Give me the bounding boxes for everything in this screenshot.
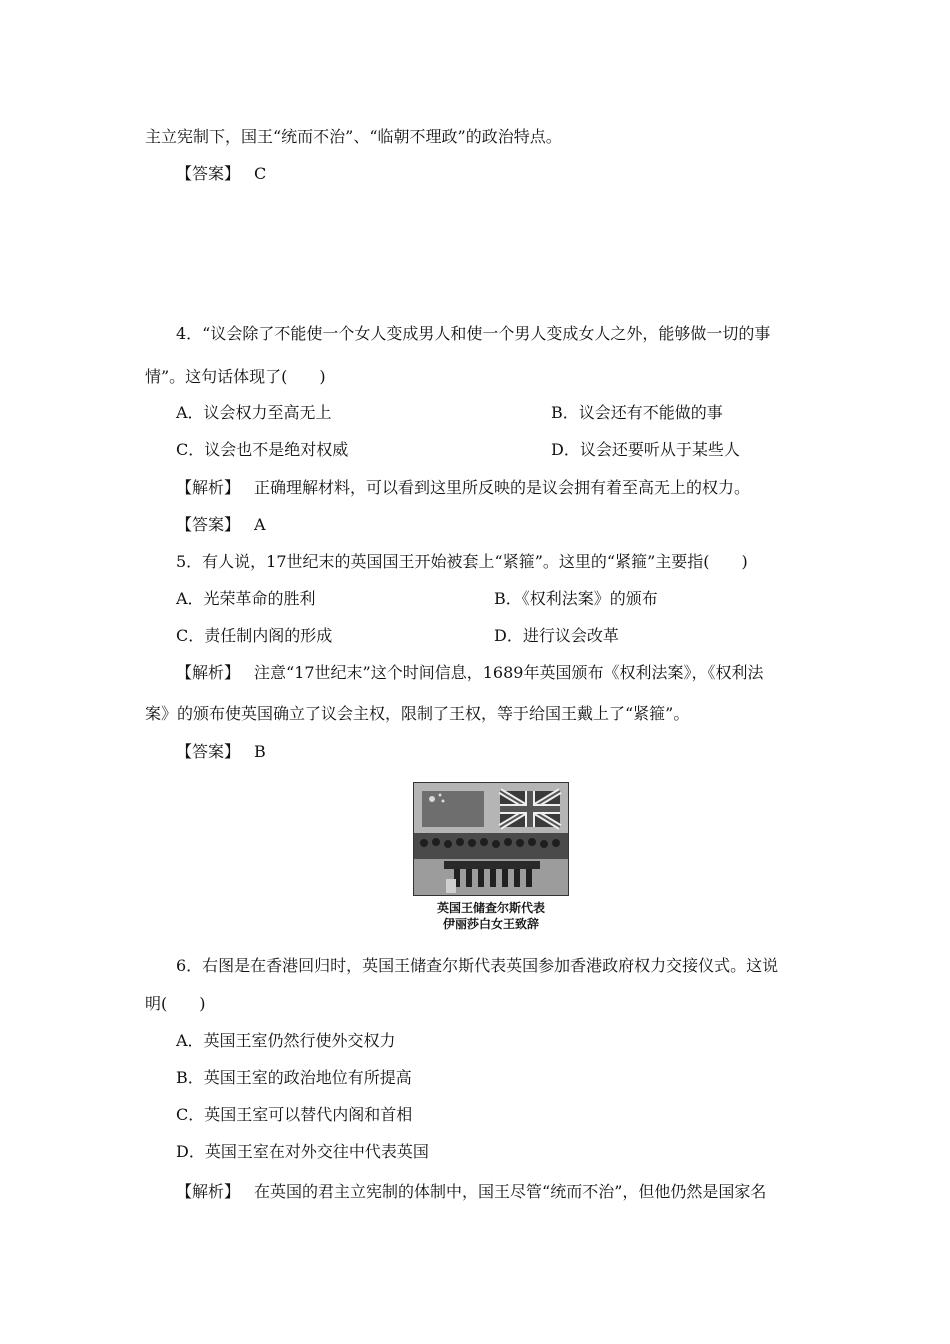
- answer-line: [176, 742, 266, 762]
- analysis-text: 案》的颁布使英国确立了议会主权，限制了王权，等于给国王戴上了“紧箍”。: [145, 704, 690, 723]
- analysis-label: 【解析】: [176, 1182, 241, 1201]
- answer-value: B: [254, 742, 266, 761]
- option-b: B．议会还有不能做的事: [551, 403, 723, 422]
- question-4-text: 4．“议会除了不能使一个女人变成男人和使一个男人变成女人之外，能够做一切的事: [176, 324, 771, 343]
- answer-label: 【答案】: [176, 164, 241, 183]
- question-5-text: 5．有人说，17世纪末的英国国王开始被套上“紧箍”。这里的“紧箍”主要指( ): [176, 552, 748, 571]
- option-a: A．英国王室仍然行使外交权力: [176, 1031, 396, 1050]
- analysis-line: [176, 663, 763, 683]
- option-c: C．议会也不是绝对权威: [176, 440, 349, 459]
- answer-line: [176, 164, 266, 184]
- option-b: B．《权利法案》的颁布: [494, 589, 658, 608]
- question-4-text: 情”。这句话体现了( ): [145, 367, 326, 386]
- answer-label: 【答案】: [176, 515, 241, 534]
- answer-line: [176, 515, 266, 535]
- option-b: B．英国王室的政治地位有所提高: [176, 1068, 412, 1087]
- option-d: D．英国王室在对外交往中代表英国: [176, 1142, 429, 1161]
- option-a: A．光荣革命的胜利: [176, 589, 316, 608]
- analysis-text: 正确理解材料，可以看到这里所反映的是议会拥有着至高无上的权力。: [254, 478, 751, 497]
- text-line: 主立宪制下，国王“统而不治”、“临朝不理政”的政治特点。: [145, 127, 562, 146]
- option-a: A．议会权力至高无上: [176, 403, 332, 422]
- analysis-label: 【解析】: [176, 478, 241, 497]
- option-c: C．英国王室可以替代内阁和首相: [176, 1105, 413, 1124]
- option-d: D．进行议会改革: [494, 626, 619, 645]
- ceremony-figure: [413, 782, 569, 932]
- question-6-text: 明( ): [145, 994, 206, 1013]
- option-c: C．责任制内阁的形成: [176, 626, 333, 645]
- analysis-line: [176, 1182, 766, 1202]
- figure-caption: 伊丽莎白女王致辞: [442, 917, 539, 931]
- analysis-label: 【解析】: [176, 663, 241, 682]
- answer-label: 【答案】: [176, 742, 241, 761]
- figure-caption: 英国王储查尔斯代表: [436, 901, 545, 915]
- ceremony-photo: [413, 782, 569, 896]
- analysis-text: 注意“17世纪末”这个时间信息，1689年英国颁布《权利法案》，《权利法: [254, 663, 764, 682]
- answer-value: C: [254, 164, 267, 183]
- union-flag: [500, 791, 560, 827]
- analysis-line: [176, 478, 750, 498]
- option-d: D．议会还要听从于某些人: [551, 440, 740, 459]
- analysis-text: 在英国的君主立宪制的体制中，国王尽管“统而不治”，但他仍然是国家名: [254, 1182, 767, 1201]
- photo-image: [414, 783, 569, 896]
- answer-value: A: [254, 515, 266, 534]
- question-6-text: 6．右图是在香港回归时，英国王储查尔斯代表英国参加香港政府权力交接仪式。这说: [176, 956, 779, 975]
